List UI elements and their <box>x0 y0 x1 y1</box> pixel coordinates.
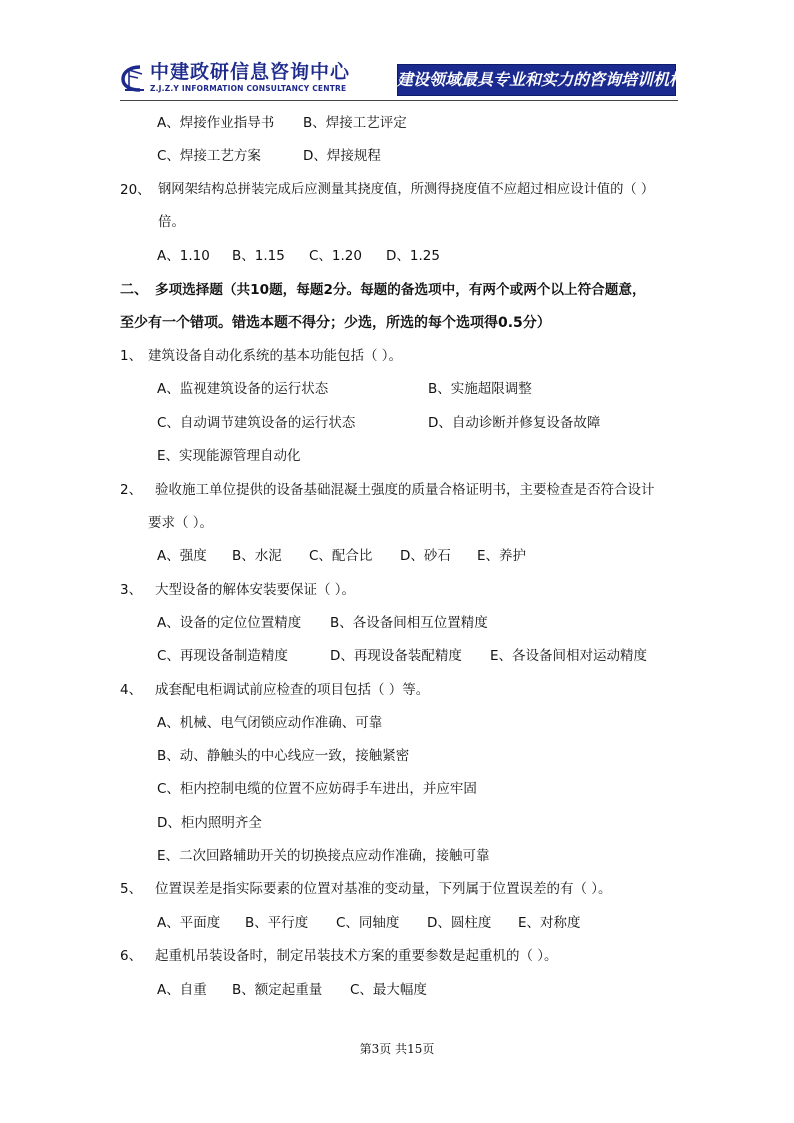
mq5-option-a: A、平面度 <box>157 915 221 931</box>
mq3-option-a: A、设备的定位位置精度 <box>157 615 302 631</box>
mq2-option-d: D、砂石 <box>400 548 451 564</box>
mq1-text: 建筑设备自动化系统的基本功能包括（ ）。 <box>148 348 403 364</box>
mq4-number: 4、 <box>120 682 143 698</box>
mq3-option-d: D、再现设备装配精度 <box>330 648 462 664</box>
mq5-text: 位置误差是指实际要素的位置对基准的变动量，下列属于位置误差的有（ ）。 <box>155 881 612 897</box>
q20-option-c: C、1.20 <box>309 248 362 264</box>
mq2-option-c: C、配合比 <box>309 548 373 564</box>
section-2-heading-line2: 至少有一个错项。错选本题不得分；少选，所选的每个选项得0.5分） <box>120 315 551 331</box>
page-number: 第3页 共15页 <box>359 1042 435 1056</box>
mq1-option-e: E、实现能源管理自动化 <box>157 448 301 464</box>
section-2-heading-line1: 多项选择题（共10题，每题2分。每题的备选项中，有两个或两个以上符合题意， <box>155 282 646 298</box>
logo-subtitle: Z.J.Z.Y INFORMATION CONSULTANCY CENTRE <box>150 84 347 93</box>
logo-title: 中建政研信息咨询中心 <box>150 61 351 83</box>
mq1-option-a: A、监视建筑设备的运行状态 <box>157 381 329 397</box>
mq5-option-c: C、同轴度 <box>336 915 400 931</box>
q20-option-d: D、1.25 <box>386 248 440 264</box>
mq4-option-c: C、柜内控制电缆的位置不应妨碍手车进出，并应牢固 <box>157 781 477 797</box>
mq2-option-a: A、强度 <box>157 548 207 564</box>
mq4-option-a: A、机械、电气闭锁应动作准确、可靠 <box>157 715 383 731</box>
q20-text-line1: 钢网架结构总拼装完成后应测量其挠度值，所测得挠度值不应超过相应设计值的（ ） <box>158 182 655 197</box>
slogan-banner: 建设领域最具专业和实力的咨询培训机构 <box>397 64 676 96</box>
mq4-option-d: D、柜内照明齐全 <box>157 815 262 831</box>
mq4-text: 成套配电柜调试前应检查的项目包括（ ）等。 <box>155 682 430 698</box>
section-2-number: 二、 <box>120 282 148 298</box>
mq5-option-d: D、圆柱度 <box>427 915 492 931</box>
mq6-option-b: B、额定起重量 <box>232 982 323 998</box>
mq2-text-line2: 要求（ ）。 <box>148 515 214 531</box>
mq3-option-c: C、再现设备制造精度 <box>157 648 288 664</box>
mq3-text: 大型设备的解体安装要保证（ ）。 <box>155 582 356 598</box>
mq6-text: 起重机吊装设备时，制定吊装技术方案的重要参数是起重机的（ ）。 <box>155 948 558 964</box>
mq5-number: 5、 <box>120 881 143 897</box>
mq3-number: 3、 <box>120 582 143 598</box>
mq2-option-e: E、养护 <box>477 548 527 564</box>
mq4-option-b: B、动、静触头的中心线应一致，接触紧密 <box>157 748 410 764</box>
q19-option-b: B、焊接工艺评定 <box>303 115 407 131</box>
mq3-option-e: E、各设备间相对运动精度 <box>490 648 648 664</box>
mq1-option-d: D、自动诊断并修复设备故障 <box>428 415 601 431</box>
mq5-option-e: E、对称度 <box>518 915 581 931</box>
page-header <box>120 58 686 102</box>
mq3-option-b: B、各设备间相互位置精度 <box>330 615 488 631</box>
q19-option-c: C、焊接工艺方案 <box>157 148 261 164</box>
mq6-option-a: A、自重 <box>157 982 207 998</box>
crane-logo-icon <box>120 64 146 92</box>
q19-option-a: A、焊接作业指导书 <box>157 115 275 131</box>
q20-number: 20、 <box>120 182 151 198</box>
mq2-text-line1: 验收施工单位提供的设备基础混凝土强度的质量合格证明书，主要检查是否符合设计 <box>155 482 655 498</box>
q20-option-a: A、1.10 <box>157 248 210 264</box>
header-divider <box>120 100 678 101</box>
mq2-option-b: B、水泥 <box>232 548 282 564</box>
mq6-option-c: C、最大幅度 <box>350 982 427 998</box>
q20-text-line2: 倍。 <box>158 214 185 230</box>
mq1-number: 1、 <box>120 348 143 364</box>
q20-option-b: B、1.15 <box>232 248 285 264</box>
mq5-option-b: B、平行度 <box>245 915 309 931</box>
q19-option-d: D、焊接规程 <box>303 148 381 164</box>
mq2-number: 2、 <box>120 482 143 498</box>
mq4-option-e: E、二次回路辅助开关的切换接点应动作准确，接触可靠 <box>157 848 490 864</box>
mq1-option-c: C、自动调节建筑设备的运行状态 <box>157 415 356 431</box>
mq1-option-b: B、实施超限调整 <box>428 381 532 397</box>
mq6-number: 6、 <box>120 948 143 964</box>
company-logo <box>120 62 360 98</box>
